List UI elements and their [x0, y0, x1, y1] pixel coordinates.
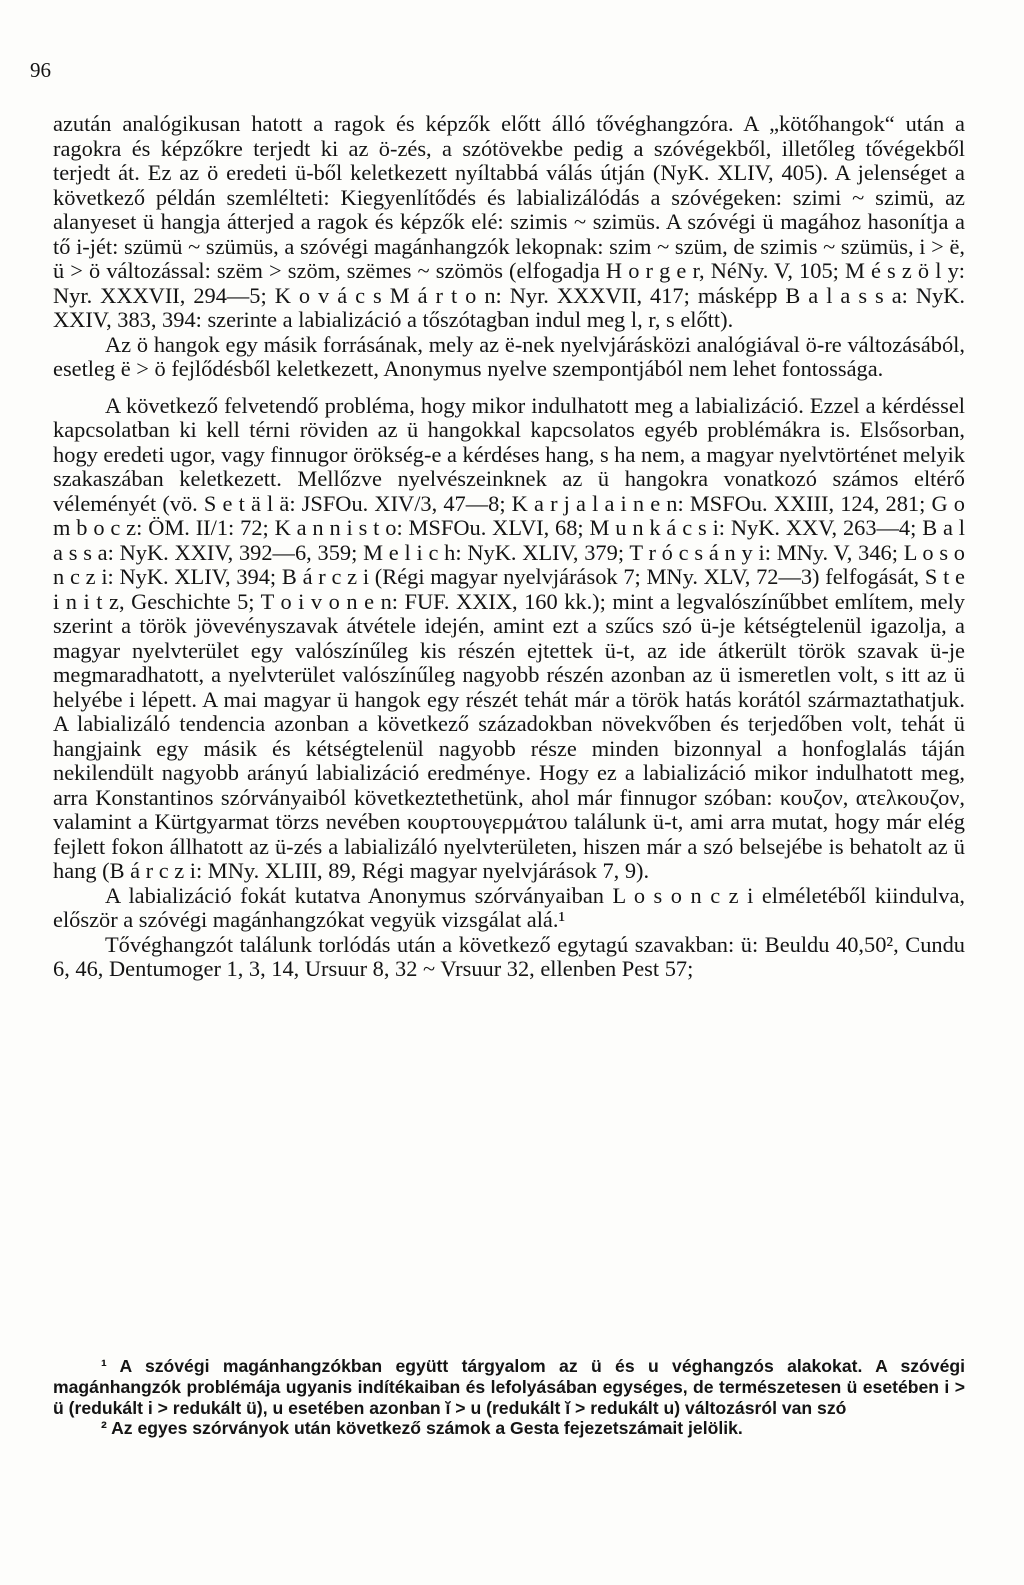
paragraph: Tővéghangzót találunk torlódás után a következő egytagú szavakban: ü: Beuldu 40,50², Cundu 6, 46, Dentumoger 1, 3, 14, Ursuur 8, 32 ~ Vrsuur 32, ellenben Pest 57;	[53, 931, 965, 981]
footnote: ¹ A szóvégi magánhangzókban együtt tárgyalom az ü és u véghangzós alakokat. A szóvégi magánhangzók problémája ugyanis indítékaiban és lefolyásában egységes, de természetesen ü esetében i > ü (redukált i > redukált ü), u esetében azonban ĭ > u (redukált ĭ > redukált u) változásról van szó	[53, 1356, 965, 1418]
paragraph: A labializáció fokát kutatva Anonymus szórványaiban L o s o n c z i elméletéből kiindulva, először a szóvégi magánhangzókat vegyük vizsgálat alá.¹	[53, 882, 965, 932]
footnote: ² Az egyes szórványok után következő számok a Gesta fejezetszámait jelölik.	[101, 1418, 743, 1439]
footnotes	[53, 1356, 965, 1439]
paragraph: A következő felvetendő probléma, hogy mikor indulhatott meg a labializáció. Ezzel a kérdéssel kapcsolatban ki kell térni röviden az ü hangokkal kapcsolatos egyéb problémákra is. Elsősorban, hogy eredeti ugor, vagy finnugor örökség-e a kérdéses hang, s ha nem, a magyar nyelvtörténet melyik szakaszában keletkezett. Mellőzve nyelvészeinknek az ü hangokra vonatkozó számos eltérő véleményét (vö. S e t ä l ä: JSFOu. XIV/3, 47—8; K a r j a l a i n e n: MSFOu. XXIII, 124, 281; G o m b o c z: ÖM. II/1: 72; K a n n i s t o: MSFOu. XLVI, 68; M u n k á c s i: NyK. XXV, 263—4; B a l a s s a: NyK. XXIV, 392—6, 359; M e l i c h: NyK. XLIV, 379; T r ó c s á n y i: MNy. V, 346; L o s o n c z i: NyK. XLIV, 394; B á r c z i (Régi magyar nyelvjárások 7; MNy. XLV, 72—3) felfogását, S t e i n i t z, Geschichte 5; T o i v o n e n: FUF. XXIX, 160 kk.); mint a legvalószínűbbet említem, mely szerint a török jövevényszavak átvétele idején, amint ezt a szűcs szó ü-je kétségtelenül igazolja, a magyar nyelvterület egy valószínűleg kis részén ejtettek ü-t, az ide átkerült török szavak ü-je megmaradhatott, a nyelvterület valószínűleg nagyobb részén azonban az ü ismeretlen volt, s itt az ü helyébe i lépett. A mai magyar ü hangok egy részét tehát már a török hatás korától származtathatjuk. A labializáló tendencia azonban a következő századokban növekvőben és terjedőben volt, tehát ü hangjaink egy másik és kétségtelenül nagyobb része minden bizonnyal a honfoglalás táján nekilendült nagyobb arányú labializáció eredménye. Hogy ez a labializáció mikor indulhatott meg, arra Konstantinos szórványaiból következtethetünk, ahol már finnugor szóban: κουζον, ατελκουζον, valamint a Kürtgyarmat törzs nevében κουρτουγερμάτου találunk ü-t, ami arra mutat, hogy már elég fejlett fokon állhatott az ü-zés a labializáló nyelvterületen, hiszen már a szó belsejébe is behatolt az ü hang (B á r c z i: MNy. XLIII, 89, Régi magyar nyelvjárások 7, 9).	[53, 392, 965, 883]
page-number: 96	[30, 58, 51, 82]
paragraph: azután analógikusan hatott a ragok és képzők előtt álló tővéghangzóra. A „kötőhangok“ után a ragokra és képzőkre terjedt ki az ö-zés, a szótövekbe pedig a szóvégekből, illetőleg tővégekből terjedt át. Ez az ö eredeti ü-ből keletkezett nyíltabbá válás útján (NyK. XLIV, 405). A jelenséget a következő példán szemlélteti: Kiegyenlítődés és labializálódás a szóvégeken: szimi ~ szimü, az alanyeset ü hangja átterjed a ragok és képzők elé: szimis ~ szimüs. A szóvégi ü magához hasonítja a tő i-jét: szümü ~ szümüs, a szóvégi magánhangzók lekopnak: szim ~ szüm, de szimis ~ szümüs, i > ë, ü > ö változással: szëm > szöm, szëmes ~ szömös (elfogadja H o r g e r, NéNy. V, 105; M é s z ö l y: Nyr. XXXVII, 294—5; K o v á c s M á r t o n: Nyr. XXXVII, 417; másképp B a l a s s a: NyK. XXIV, 383, 394: szerinte a labializáció a tőszótagban indul meg l, r, s előtt).	[53, 111, 965, 332]
paragraph: Az ö hangok egy másik forrásának, mely az ë-nek nyelvjárásközi analógiával ö-re változásából, esetleg ë > ö fejlődésből keletkezett, Anonymus nyelve szempontjából nem lehet fontossága.	[53, 331, 965, 381]
main-text	[53, 112, 965, 982]
